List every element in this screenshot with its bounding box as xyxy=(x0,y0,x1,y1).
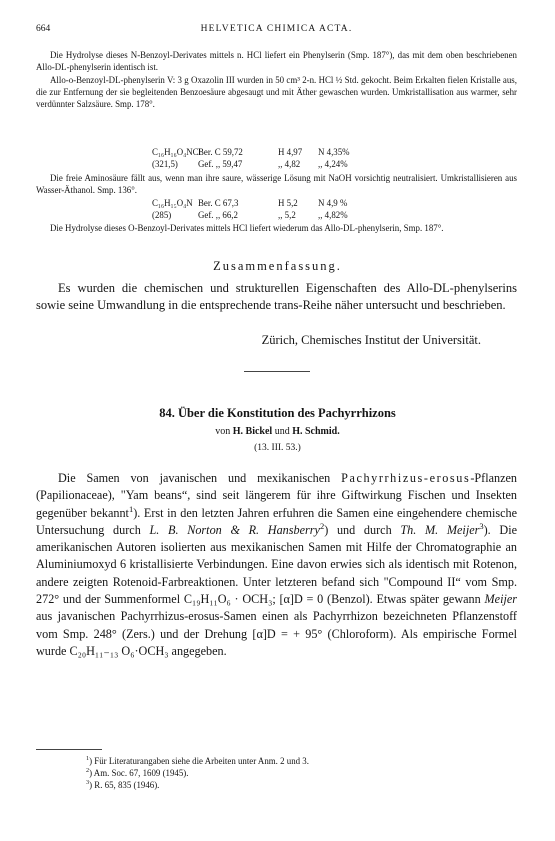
paragraph-hydrolysis-n-benzoyl: Die Hydrolyse dieses N-Benzoyl-Derivates mittels n. HCl liefert ein Phenylserin (Smp. 187°), das mit dem oben beschriebenen Allo-DL-phenylserin identisch ist. xyxy=(36,50,517,73)
paragraph-free-amino-acid: Die freie Aminosäure fällt aus, wenn man ihre saure, wässerige Lösung mit NaOH vorsichtig neutralisiert. Umkristallisieren aus Wasser-Äthanol. Smp. 136°. xyxy=(36,173,517,196)
molecular-formula: C₁₆H₁₅O₄N xyxy=(152,198,193,208)
molecular-weight: (321,5) xyxy=(152,159,178,169)
footnote-separator xyxy=(36,749,102,750)
elemental-analysis-2 xyxy=(152,197,348,221)
running-header xyxy=(36,24,517,38)
elemental-analysis-1 xyxy=(152,146,350,170)
article-title: 84. Über die Konstitution des Pachyrrhizons xyxy=(159,406,396,420)
journal-title: HELVETICA CHIMICA ACTA. xyxy=(200,24,353,34)
molecular-formula: C₁₆H₁₆O₄NCl xyxy=(152,147,202,157)
footnote-ref[interactable]: 3 xyxy=(479,520,484,531)
molecular-weight: (285) xyxy=(152,210,172,220)
footnote-ref[interactable]: 1 xyxy=(128,503,134,514)
author: H. Bickel xyxy=(232,426,273,437)
footnote: $^3$) R. 65, 835 (1946). xyxy=(86,779,160,790)
paragraph-allo-o-benzoyl: Allo-o-Benzoyl-DL-phenylserin V: 3 g Oxazolin III wurden in 50 cm³ 2-n. HCl ½ Std. gekocht. Beim Erkalten fielen Kristalle aus, die zur Entfernung der sie begleitenden Benzoesäure abgesaugt und mit Äther gewaschen wurden. Umkristallisation aus warmer, sehr verdünnter Salzsäure. Smp. 178°. xyxy=(36,75,517,110)
author: H. Schmid. xyxy=(292,426,340,437)
article-body: Die Samen von javanischen und mexikanischen Pachyrrhizus-erosus-Pflanzen (Papilionaceae), "Yam beans“, sind seit längerem für ihre Giftwirkung Fischen und Insekten gegenüber bekannt$^1$). Erst in den letzten Jahren erfuhren die Samen eine eingehendere chemische Untersuchung durch L. B. Norton & R. Hansberry$^2$) und durch Th. M. Meijer$^3$). Die amerikanischen Autoren isolierten aus mexikanischen Samen mit Hilfe der Chromatographie an Aluminiumoxyd 6 kristallisierte Verbindungen. Eine davon erwies sich als identisch mit Rotenon, andere zeigten Rotenoid-Farbreaktionen. Unter letzteren befand sich "Compound II“ vom Smp. 272° und der Summenformel C₁₉H₁₁O₆ · OCH₃; [α]D = 0 (Benzol). Etwas später gewann Meijer aus javanischen Pachyrrhizus-erosus-Samen einen als Pachyrrhizon bezeichneten Pflanzenstoff vom Smp. 248° (Zers.) und der Drehung [α]D = + 95° (Chloroform). Als empirische Formel wurde C₂₀H₁₁₋₁₃ O₆·OCH₃ angegeben. xyxy=(36,471,518,658)
footnote: $^2$) Am. Soc. 67, 1609 (1945). xyxy=(86,767,189,778)
footnotes xyxy=(86,755,309,791)
summary-text: Es wurden die chemischen und strukturellen Eigenschaften des Allo-DL-phenylserins sowie seine Umwandlung in die entsprechende trans-Reihe näher untersucht und beschrieben. xyxy=(36,281,517,313)
affiliation: Zürich, Chemisches Institut der Universität. xyxy=(261,333,481,347)
footnote: $^1$) Für Literaturangaben siehe die Arbeiten unter Anm. 2 und 3. xyxy=(86,755,309,766)
summary-heading: Zusammenfassung. xyxy=(213,259,342,273)
article-authors: von H. Bickel und H. Schmid. xyxy=(215,426,340,437)
page-number: 664 xyxy=(36,24,51,34)
section-separator xyxy=(244,371,310,372)
analysis-row-calculated: C₁₆H₁₅O₄N Ber. C 67,3 H 5,2 N 4,9 % xyxy=(152,198,348,208)
received-date: (13. III. 53.) xyxy=(254,443,301,453)
analysis-row-found: (321,5) Gef. ,, 59,47 ,, 4,82 ,, 4,24% xyxy=(152,159,348,169)
footnote-ref[interactable]: 2 xyxy=(319,520,325,531)
paragraph-o-benzoyl-hydrolysis: Die Hydrolyse dieses O-Benzoyl-Derivates mittels HCl liefert wiederum das Allo-DL-phenylserin, Smp. 187°. xyxy=(50,223,444,233)
analysis-row-found: (285) Gef. ,, 66,2 ,, 5,2 ,, 4,82% xyxy=(152,210,348,220)
analysis-row-calculated: C₁₆H₁₆O₄NCl Ber. C 59,72 H 4,97 N 4,35% xyxy=(152,147,350,157)
